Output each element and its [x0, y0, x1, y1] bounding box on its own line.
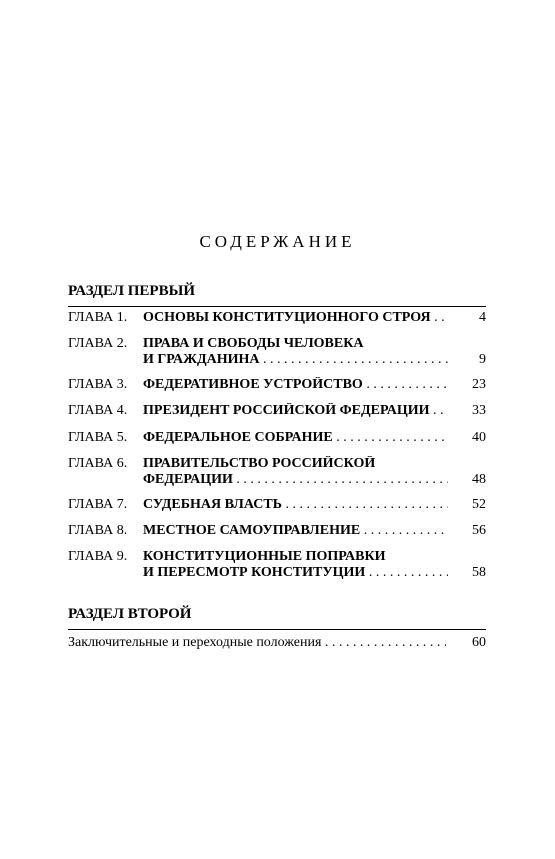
page-number: 33	[472, 403, 486, 418]
chapter-label: ГЛАВА 2.	[68, 336, 128, 351]
page-number: 56	[472, 523, 486, 538]
chapter-title: МЕСТНОЕ САМОУПРАВЛЕНИЕ . . .	[143, 523, 448, 539]
page-number: 23	[472, 377, 486, 392]
toc-entry-chapter-4[interactable]	[68, 403, 486, 423]
toc-entry-chapter-6-cont[interactable]	[68, 472, 486, 492]
page-number: 4	[479, 310, 486, 325]
chapter-title: ОСНОВЫ КОНСТИТУЦИОННОГО СТРОЯ . . .	[143, 310, 448, 326]
toc-entry-chapter-5[interactable]	[68, 430, 486, 450]
entry-title: Заключительные и переходные положения . . .	[68, 635, 446, 651]
section-heading-first: РАЗДЕЛ ПЕРВЫЙ	[68, 283, 195, 299]
toc-entry-chapter-2-cont[interactable]	[68, 352, 486, 372]
chapter-label: ГЛАВА 7.	[68, 497, 128, 512]
section-heading-second: РАЗДЕЛ ВТОРОЙ	[68, 606, 192, 622]
chapter-title: ФЕДЕРАТИВНОЕ УСТРОЙСТВО . . .	[143, 377, 448, 393]
chapter-title-continued: И ПЕРЕСМОТР КОНСТИТУЦИИ . . .	[143, 565, 448, 581]
chapter-title: ПРЕЗИДЕНТ РОССИЙСКОЙ ФЕДЕРАЦИИ . . .	[143, 403, 448, 419]
chapter-title-continued: ФЕДЕРАЦИИ . . .	[143, 472, 448, 488]
chapter-label: ГЛАВА 5.	[68, 430, 128, 445]
toc-entry-chapter-8[interactable]	[68, 523, 486, 543]
toc-entry-chapter-1[interactable]	[68, 310, 486, 330]
chapter-label: ГЛАВА 8.	[68, 523, 128, 538]
chapter-label: ГЛАВА 9.	[68, 549, 128, 564]
toc-entry-chapter-9-cont[interactable]	[68, 565, 486, 585]
chapter-title: КОНСТИТУЦИОННЫЕ ПОПРАВКИ	[143, 549, 386, 564]
page-number: 52	[472, 497, 486, 512]
chapter-title-continued: И ГРАЖДАНИНА . . .	[143, 352, 448, 368]
chapter-title: ПРАВА И СВОБОДЫ ЧЕЛОВЕКА	[143, 336, 364, 351]
chapter-title: ФЕДЕРАЛЬНОЕ СОБРАНИЕ . . .	[143, 430, 448, 446]
chapter-title: СУДЕБНАЯ ВЛАСТЬ . . .	[143, 497, 448, 513]
page-number: 58	[472, 565, 486, 580]
chapter-label: ГЛАВА 3.	[68, 377, 128, 392]
toc-entry-final-provisions[interactable]	[68, 635, 486, 655]
toc-entry-chapter-3[interactable]	[68, 377, 486, 397]
chapter-label: ГЛАВА 6.	[68, 456, 128, 471]
chapter-title: ПРАВИТЕЛЬСТВО РОССИЙСКОЙ	[143, 456, 376, 471]
divider	[68, 306, 486, 307]
page-title: СОДЕРЖАНИЕ	[199, 232, 356, 251]
chapter-label: ГЛАВА 1.	[68, 310, 128, 325]
page-number: 9	[479, 352, 486, 367]
page-number: 40	[472, 430, 486, 445]
toc-entry-chapter-7[interactable]	[68, 497, 486, 517]
divider	[68, 629, 486, 630]
page-number: 60	[472, 635, 486, 650]
chapter-label: ГЛАВА 4.	[68, 403, 128, 418]
page-number: 48	[472, 472, 486, 487]
